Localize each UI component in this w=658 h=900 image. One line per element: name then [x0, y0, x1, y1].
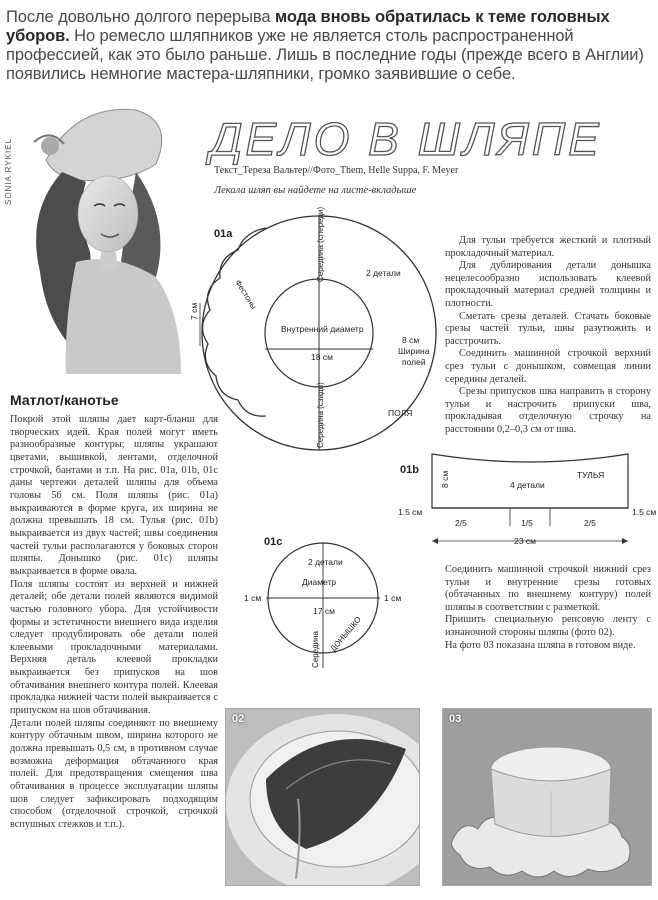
paragraph: Сметать срезы деталей. Стачать боковые срезы частей тульи, швы разутюжить и расстрочить.	[445, 310, 651, 347]
fig-01c-width: 17 см	[313, 606, 335, 616]
fig-01a-inner-diameter: Внутренний диаметр	[281, 324, 364, 334]
fig-01b-seg3: 2/5	[584, 518, 596, 528]
paragraph: Детали полей шляпы соединяют по внешнему контуру обтачным швом, ширина которого не должна превышать 0,5 см, в противном случае возможна деформация обтачанного края полей. Для предотвращения смещения шва обтачивания в процессе эксплуатации шляпы шов следует зафиксировать подходящим способом (отделочной строчкой, строчкой вспушных стежков и т.п.).	[10, 717, 218, 830]
fig-01a-diameter-value: 18 см	[311, 352, 333, 362]
fig-01c-id: 01c	[264, 536, 283, 548]
section-title: Матлот/канотье	[10, 392, 119, 408]
intro-bold: мода вновь обратилась к теме головных уборов.	[6, 8, 610, 45]
paragraph: Пришить специальную репсовую ленту с изнаночной стороны шляпы (фото 02).	[445, 614, 651, 638]
photo-03-label: 03	[449, 713, 462, 725]
paragraph: Покрой этой шляпы дает карт-бланш для творческих идей. Края полей могут иметь разнообразные контуры; шляпы украшают цветами, вышивкой, лентами, отделочной строчкой, бантами и т.п. На рис. 01a, 01b, 01c даны чертежи деталей шляпы для объема головы 56 см. Поля шляпы (рис. 01a) выкраиваются в форме круга, их ширина не должна превышать 18 см. Тулья (рис. 01b) выкраивается из двух частей; швы соединения частей тульи располагаются у боковых сторон шляпы. Донышко (рис. 01c) шляпы выкраивается в форме овала.	[10, 414, 218, 577]
figure-01b	[398, 454, 656, 546]
paragraph: Поля шляпы состоят из верхней и нижней деталей; обе детали полей являются видимой частью головного убора. Для устойчивости формы и эстетичности внешнего вида изделия следует продублировать обе детали полей клеевыми прокладочными материалами. Верхняя деталь клеевой прокладки выкраивается без припусков на шов обтачивания внешнего контура полей. Клеевая прокладка нижней части полей выкраивается с припуском на шов обтачивания.	[10, 578, 218, 717]
photo-03	[442, 708, 652, 886]
photo-02-image	[226, 709, 420, 886]
fig-01c-name: ДОНЫШКО	[328, 614, 363, 654]
figure-01a	[189, 207, 436, 450]
right-column-text-1	[445, 235, 651, 437]
fig-01c-pieces: 2 детали	[308, 557, 343, 567]
fig-01b-pieces: 4 детали	[510, 480, 545, 490]
fig-01c-middle: Середина	[311, 631, 320, 668]
fig-01b-seg2: 1/5	[521, 518, 533, 528]
page-title: ДЕЛО В ШЛЯПЕ	[210, 113, 602, 165]
fig-01b-seg1: 2/5	[455, 518, 467, 528]
fig-01b-name: ТУЛЬЯ	[577, 470, 605, 480]
fig-01a-mid-back: Середина (сзади)	[316, 382, 325, 448]
credits: Текст_Тереза Вальтер//Фото_Them, Helle Suppa, F. Meyer	[214, 165, 459, 176]
photo-02	[225, 708, 420, 886]
left-column-text	[10, 414, 218, 832]
brand-credit: SONIA RYKIEL	[4, 138, 13, 205]
fig-01b-id: 01b	[400, 464, 419, 476]
fig-01b-height: 8 см	[440, 470, 450, 488]
fig-01c-diameter-label: Диаметр	[302, 577, 337, 587]
fig-01a-id: 01a	[214, 228, 233, 240]
fig-01a-width-label-2: полей	[402, 357, 426, 367]
fig-01a-festoon: Фестоны	[233, 278, 259, 311]
patterns-note: Лекала шляп вы найдете на листе-вкладыше	[214, 185, 417, 196]
fig-01c-side-left: 1 см	[244, 593, 262, 603]
fig-01a-mid-front: Середина (спереди)	[316, 206, 325, 282]
paragraph: Для дублирования детали донышка нецелесообразно использовать клеевой прокладочный материал средней толщины и плотности.	[445, 260, 651, 309]
paragraph: Срезы припусков шва направить в сторону тульи и настрочить припуски шва, прокладывая отделочную строчку на расстоянии 0,2–0,3 см от шва.	[445, 386, 651, 435]
fig-01b-total: 23 см	[514, 536, 536, 546]
fig-01a-width-value: 8 см	[402, 335, 420, 345]
fig-01a-part-name: ПОЛЯ	[388, 408, 413, 418]
intro-paragraph: После довольно долгого перерыва мода вновь обратилась к теме головных уборов. Но ремесло шляпников уже не является столь распространенной профессией, как это было раньше. Лишь в последние годы (прежде всего в Англии) появились немногие мастера-шляпники, громко заявившие о себе.	[6, 8, 644, 83]
paragraph: Соединить машинной строчкой верхний срез тульи с донышком, совмещая линии середины деталей.	[445, 348, 651, 385]
fig-01c-side-right: 1 см	[384, 593, 402, 603]
right-column-text-2	[445, 564, 651, 652]
fig-01a-fraction: 2 детали	[366, 268, 401, 278]
paragraph: На фото 03 показана шляпа в готовом виде.	[445, 639, 636, 651]
photo-02-label: 02	[232, 713, 245, 725]
figure-01c	[244, 536, 401, 668]
paragraph: Соединить машинной строчкой нижний срез тульи и внутренние срезы готовых (обтачанных по внешнему контуру) полей шляпы в соответствии с разметкой.	[445, 564, 651, 613]
fig-01a-festoon-size: 7 см	[189, 302, 199, 320]
fig-01a-width-label-1: Ширина	[398, 346, 430, 356]
paragraph: Для тульи требуется жесткий и плотный прокладочный материал.	[445, 235, 651, 259]
fig-01b-seam-right: 1.5 см	[632, 507, 657, 517]
fig-01b-seam-left: 1.5 см	[398, 507, 423, 517]
photo-03-image	[443, 709, 652, 886]
